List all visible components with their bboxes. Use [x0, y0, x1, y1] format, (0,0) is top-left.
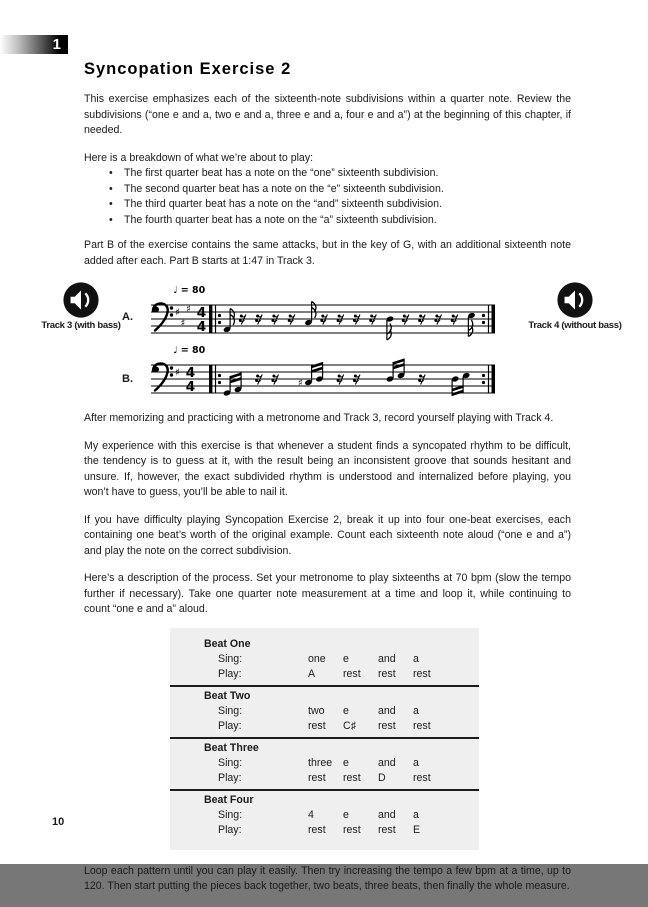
cell: rest	[413, 719, 431, 732]
track-4-label: Track 4 (without bass)	[528, 320, 622, 331]
paragraph-breakdown-intro: Here is a breakdown of what we’re about to play:	[84, 151, 314, 164]
table-row	[170, 704, 479, 719]
list-item	[84, 197, 571, 213]
cell: rest	[308, 823, 326, 836]
bullet-icon: •	[109, 198, 113, 210]
table-row	[170, 808, 479, 823]
table-row	[170, 823, 479, 838]
svg-text:♯: ♯	[175, 307, 180, 319]
table-row	[170, 719, 479, 734]
staff-a-label: A.	[122, 311, 133, 323]
beat-section	[170, 789, 479, 841]
cell: e	[343, 756, 349, 769]
table-row	[170, 652, 479, 667]
table-row	[170, 771, 479, 786]
paragraph-process: Here’s a description of the process. Set your metronome to play sixteenths at 70 bpm (slow the tempo further if necessary). Take one quarter note measurement at a time and loop it, while continuing to count “one e and a” aloud.	[84, 572, 571, 615]
table-row	[170, 667, 479, 682]
beat-section	[170, 635, 479, 685]
row-label: Sing:	[218, 652, 243, 665]
staff-a	[148, 283, 500, 341]
staff-b	[148, 343, 500, 401]
svg-text:4: 4	[185, 365, 196, 381]
cell: A	[308, 667, 316, 680]
cell: rest	[378, 823, 396, 836]
row-label: Play:	[218, 771, 242, 784]
cell: and	[378, 652, 396, 665]
cell: rest	[378, 719, 396, 732]
row-label: Play:	[218, 667, 242, 680]
cell: a	[413, 704, 419, 717]
beat-name: Beat Three	[204, 741, 259, 754]
speaker-icon	[62, 281, 100, 319]
paragraph-difficulty: If you have difficulty playing Syncopation Exercise 2, break it up into four one-beat exercises, each containing one beat’s worth of the original example. Count each sixteenth note aloud (“one e and a”) and play the note on the correct subdivision.	[84, 513, 571, 557]
cell: rest	[308, 771, 326, 784]
paragraph-intro: This exercise emphasizes each of the sixteenth-note subdivisions within a quarter note. Review the subdivisions (“one e and a, two e and a, three e and a, four e and a”) at the beginning of this chapter, if needed.	[84, 93, 571, 136]
cell: and	[378, 756, 396, 769]
svg-text:♯: ♯	[180, 318, 186, 329]
list-item	[84, 166, 571, 182]
cell: rest	[343, 823, 361, 836]
track-4-block	[505, 281, 645, 331]
svg-text:4: 4	[196, 305, 207, 321]
svg-text:♯: ♯	[297, 378, 303, 389]
cell: rest	[308, 719, 326, 732]
speaker-icon	[556, 281, 594, 319]
beat-name: Beat Four	[204, 793, 254, 806]
beat-section	[170, 737, 479, 789]
tempo-marking: ♩ = 80	[173, 285, 206, 296]
cell: e	[343, 652, 349, 665]
cell: a	[413, 756, 419, 769]
cell: C♯	[343, 719, 356, 732]
row-label: Play:	[218, 823, 242, 836]
cell: a	[413, 652, 419, 665]
cell: one	[308, 652, 326, 665]
list-item	[84, 213, 571, 229]
beat-name: Beat One	[204, 637, 251, 650]
cell: three	[308, 756, 333, 769]
bullet-icon: •	[109, 182, 113, 195]
paragraph-loop: Loop each pattern until you can play it easily. Then try increasing the tempo a few bpm at a time, up to 120. Then start putting the pieces back together, two beats, three beats, then finally the whole measure.	[84, 864, 571, 892]
paragraph-experience: My experience with this exercise is that whenever a student finds a syncopated rhythm to be difficult, the tendency is to guess at it, with the result being an inconsistent groove that sounds hesitant and unsure. If, however, the exact subdivided rhythm is understood and internalized before playing, you won’t have to guess, you’ll be able to nail it.	[84, 439, 571, 498]
cell: E	[413, 823, 421, 836]
cell: and	[378, 808, 396, 821]
track-3-label: Track 3 (with bass)	[41, 320, 121, 331]
cell: D	[378, 771, 386, 784]
row-label: Sing:	[218, 808, 243, 821]
staff-b-label: B.	[122, 373, 133, 385]
list-item-text: The second quarter beat has a note on the “e” sixteenth subdivision.	[124, 182, 444, 195]
chapter-number: 1	[52, 36, 61, 53]
beat-table	[170, 628, 479, 850]
list-item-text: The fourth quarter beat has a note on the “a” sixteenth subdivision.	[124, 213, 437, 226]
row-label: Sing:	[218, 704, 243, 717]
bullet-icon: •	[109, 167, 113, 179]
cell: two	[308, 704, 325, 717]
cell: rest	[413, 771, 431, 784]
list-item	[84, 182, 571, 198]
cell: 4	[308, 808, 314, 821]
beat-section	[170, 685, 479, 737]
page-title: Syncopation Exercise 2	[84, 60, 292, 78]
chapter-tab	[0, 35, 68, 54]
tempo-marking: ♩ = 80	[173, 345, 206, 356]
cell: and	[378, 704, 396, 717]
svg-text:4: 4	[196, 319, 207, 335]
bullet-icon: •	[109, 213, 113, 226]
breakdown-list	[84, 166, 571, 228]
music-notation	[0, 281, 648, 403]
page-number: 10	[52, 816, 65, 828]
list-item-text: The third quarter beat has a note on the “and” sixteenth subdivision.	[124, 198, 443, 210]
row-label: Play:	[218, 719, 242, 732]
svg-text:♯: ♯	[175, 367, 180, 379]
track-3-block	[26, 281, 136, 331]
cell: e	[343, 704, 349, 717]
row-label: Sing:	[218, 756, 243, 769]
paragraph-after-memorizing: After memorizing and practicing with a metronome and Track 3, record yourself playing with Track 4.	[84, 412, 554, 424]
cell: rest	[343, 771, 361, 784]
list-item-text: The first quarter beat has a note on the “one” sixteenth subdivision.	[124, 167, 439, 179]
beat-name: Beat Two	[204, 689, 251, 702]
table-row	[170, 756, 479, 771]
cell: a	[413, 808, 419, 821]
cell: rest	[413, 667, 431, 680]
svg-text:4: 4	[185, 379, 196, 395]
cell: rest	[378, 667, 396, 680]
cell: rest	[343, 667, 361, 680]
paragraph-part-b: Part B of the exercise contains the same attacks, but in the key of G, with an additional sixteenth note added after each. Part B starts at 1:47 in Track 3.	[84, 239, 571, 267]
cell: e	[343, 808, 349, 821]
svg-text:♯: ♯	[186, 304, 191, 315]
